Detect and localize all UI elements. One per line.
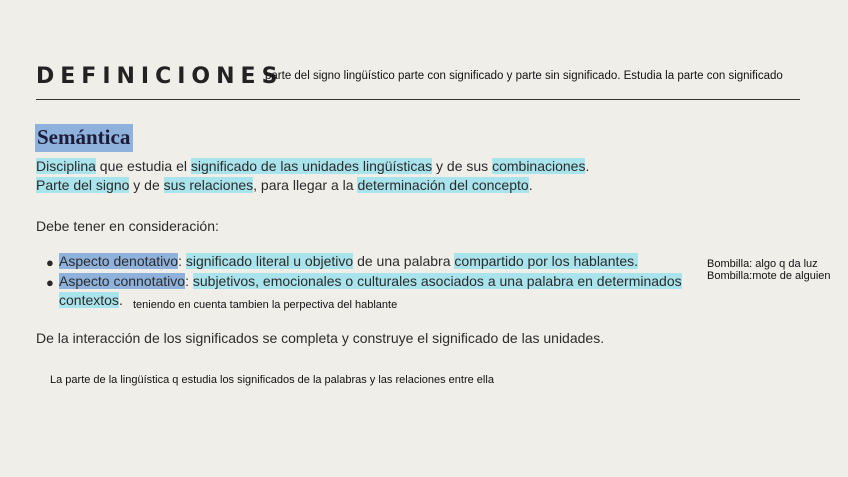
side-note-2: Bombilla:mote de alguien	[707, 270, 831, 282]
highlight-parte-signo: Parte del signo	[36, 177, 130, 193]
highlight-subjetivos: subjetivos, emocionales o culturales	[192, 273, 417, 289]
bullet-icon: ●	[46, 275, 54, 290]
highlight-term-connotativo: Aspecto connotativo	[59, 273, 186, 289]
highlight-relaciones: sus relaciones	[163, 177, 254, 193]
text-segment: de una palabra	[353, 253, 455, 269]
bullet-connotativo-cont	[59, 292, 123, 308]
definition-line-1	[36, 158, 589, 174]
text-segment: :	[185, 273, 193, 289]
text-segment: y de sus	[432, 158, 493, 174]
side-note-1: Bombilla: algo q da luz	[707, 258, 818, 270]
text-segment: .	[528, 177, 533, 193]
closing-text: De la interacción de los significados se completa y construye el significado de las unidades.	[36, 330, 605, 346]
footer-note: La parte de la lingüística q estudia los significados de la palabras y las relaciones entre ella	[50, 374, 494, 386]
bullet-denotativo	[59, 253, 638, 269]
bullet-connotativo	[59, 273, 682, 289]
header-note: parte del signo lingüístico parte con significado y parte sin significado. Estudia la parte con significado	[265, 70, 783, 82]
title-divider	[36, 99, 800, 100]
consider-text: Debe tener en consideración:	[36, 218, 219, 234]
page-title: DEFINICIONES	[36, 64, 284, 89]
section-heading: Semántica	[35, 124, 133, 152]
highlight-contextos: contextos	[59, 292, 119, 308]
highlight-literal: significado literal u objetivo	[185, 253, 354, 269]
highlight-significado: significado de las unidades lingüísticas	[190, 158, 433, 174]
text-segment: que estudia el	[95, 158, 191, 174]
bullet-icon: ●	[46, 255, 54, 270]
highlight-term-denotativo: Aspecto denotativo	[59, 253, 179, 269]
highlight-asociados: asociados a una palabra en determinados	[417, 273, 682, 289]
text-segment: .	[585, 158, 590, 174]
text-segment: , para llegar a la	[253, 177, 358, 193]
text-segment: .	[118, 292, 123, 308]
highlight-disciplina: Disciplina	[36, 158, 96, 174]
highlight-combinaciones: combinaciones	[492, 158, 586, 174]
highlight-compartido: compartido por los hablantes.	[454, 253, 639, 269]
bullet2-annotation: teniendo en cuenta tambien la perpectiva del hablante	[133, 299, 398, 311]
text-segment: y de	[129, 177, 164, 193]
text-segment: :	[178, 253, 186, 269]
definition-line-2	[36, 177, 533, 193]
highlight-determinacion: determinación del concepto	[357, 177, 529, 193]
